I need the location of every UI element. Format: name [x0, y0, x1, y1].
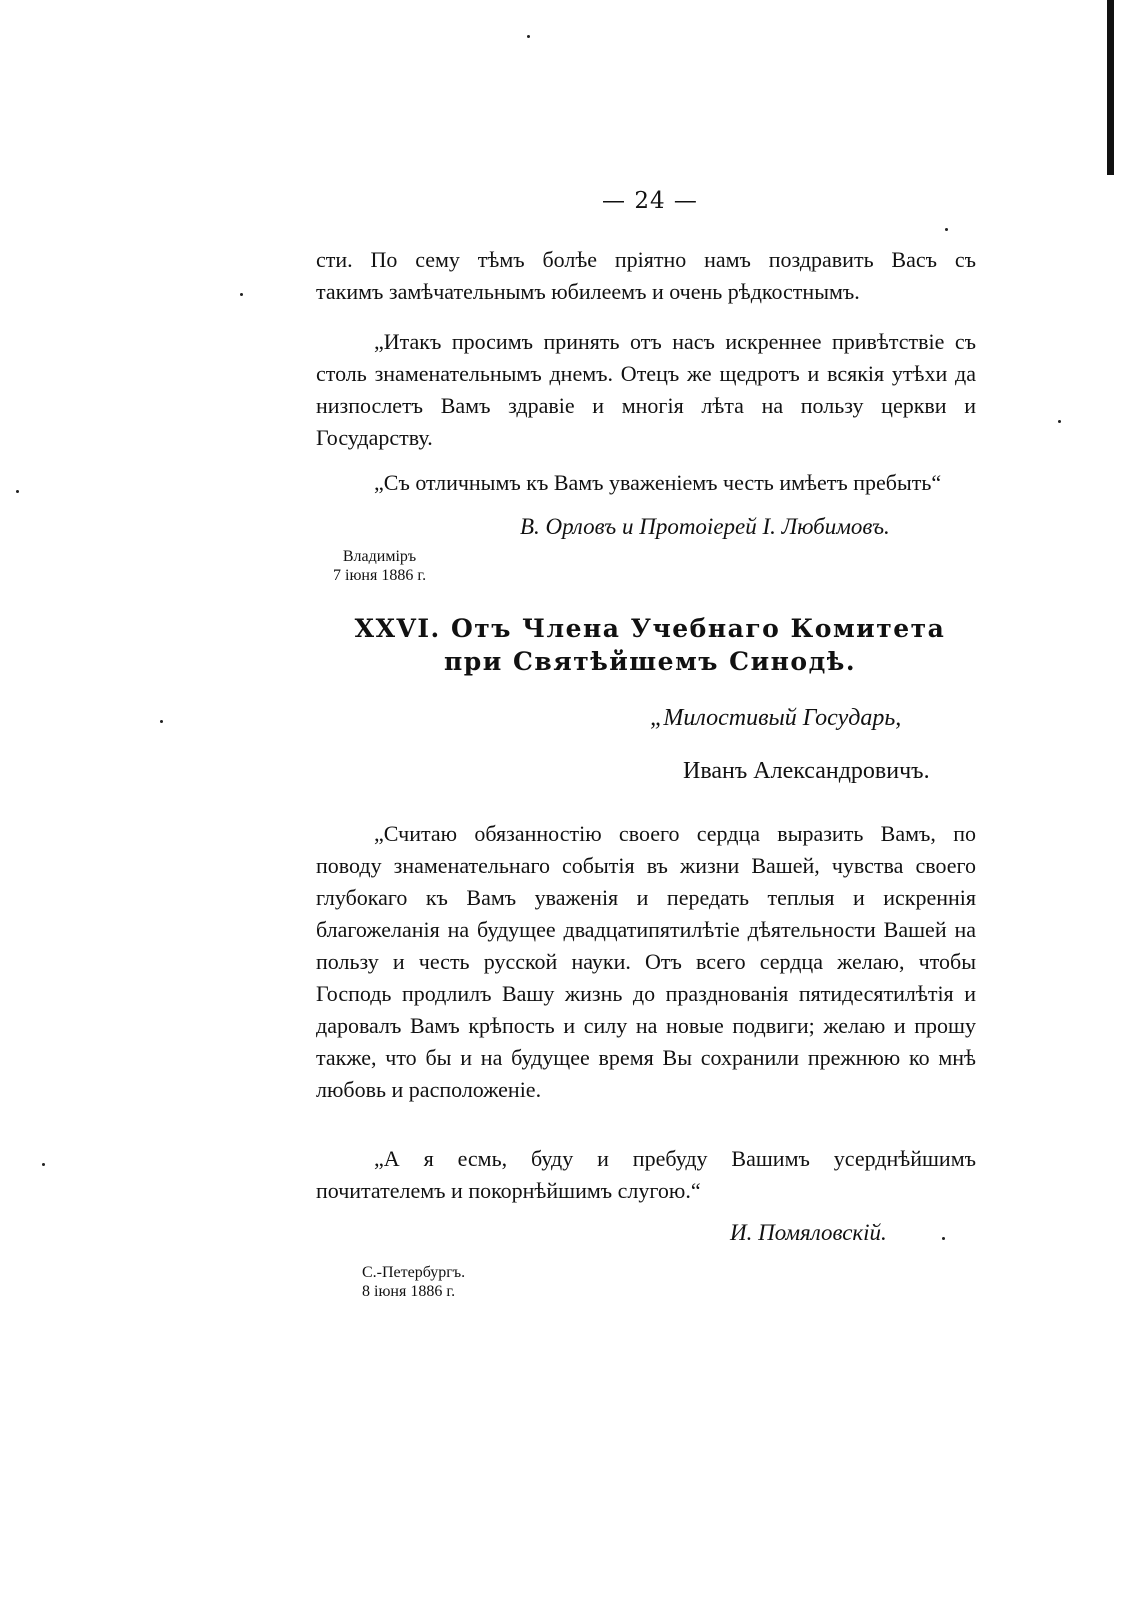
letter2-signature: И. Помяловскій.: [730, 1220, 887, 1245]
letter1-continuation: [316, 244, 976, 308]
letter1-place: Владиміръ: [342, 548, 417, 565]
letter2-date: 8 іюня 1886 г.: [362, 1283, 456, 1300]
letter1-para2: „Итакъ просимъ принять отъ насъ искреннее привѣтствіе съ столь знаменательнымъ днемъ. Отецъ же щедротъ и всякія утѣхи да низпослетъ Вамъ здравіе и многія лѣта на пользу церкви и Государству.: [316, 329, 976, 450]
letter1-place-date: [333, 547, 426, 585]
page-number: [0, 188, 1140, 214]
letter1-line-2: такимъ замѣчательнымъ юбилеемъ и очень рѣдкостнымъ.: [316, 279, 860, 304]
letter1-date: 7 іюня 1886 г.: [333, 567, 427, 584]
section-heading-line-1: XXVI. Отъ Члена Учебнаго Комитета: [354, 614, 946, 643]
letter1-closing-text: „Съ отличнымъ къ Вамъ уваженіемъ честь имѣетъ пребыть“: [374, 470, 942, 495]
scan-speck: [945, 228, 948, 231]
letter2-body: [316, 818, 976, 1106]
letter2-closing: [316, 1143, 976, 1207]
scan-speck: [240, 293, 243, 296]
letter1-paragraph: [316, 326, 976, 454]
letter1-closing: [316, 467, 976, 499]
letter2-salutation: „Милостивый Государь,: [650, 705, 902, 731]
scan-speck: [527, 35, 530, 38]
scan-speck: [42, 1163, 45, 1166]
letter2-para1: „Считаю обязанностію своего сердца выразить Вамъ, по поводу знаменательнаго событія въ жизни Вашей, чувства своего глубокаго къ Вамъ уваженія и передать теплыя и искреннія благожеланія на будущее двадцатипятилѣтіе дѣятельности Вашей на пользу и честь русской науки. Отъ всего сердца желаю, чтобы Господь продлилъ Вашу жизнь до празднованія пятидесятилѣтія и даровалъ Вамъ крѣпость и силу на новые подвиги; желаю и прошу также, что бы и на будущее время Вы сохранили прежнюю ко мнѣ любовь и расположеніе.: [316, 821, 976, 1102]
page-edge-rule: [1107, 0, 1114, 175]
page-number-text: — 24 —: [602, 188, 698, 214]
section-heading: [330, 612, 970, 678]
section-heading-line-2: при Святѣйшемъ Синодѣ.: [443, 647, 857, 676]
scan-speck: [160, 720, 163, 723]
letter2-addressee: Иванъ Александровичъ.: [683, 758, 930, 784]
scan-speck: [942, 1237, 945, 1240]
letter2-place: С.-Петербургъ.: [362, 1264, 466, 1281]
letter2-place-date: [362, 1263, 465, 1301]
scan-speck: [1058, 420, 1061, 423]
scan-speck: [16, 490, 19, 493]
letter1-line-1: сти. По сему тѣмъ болѣе пріятно намъ поздравить Васъ съ: [316, 247, 976, 272]
letter1-signature: В. Орловъ и Протоіерей І. Любимовъ.: [520, 514, 890, 539]
letter2-para2: „А я есмь, буду и пребуду Вашимъ усерднѣйшимъ почитателемъ и покорнѣйшимъ слугою.“: [316, 1146, 976, 1203]
